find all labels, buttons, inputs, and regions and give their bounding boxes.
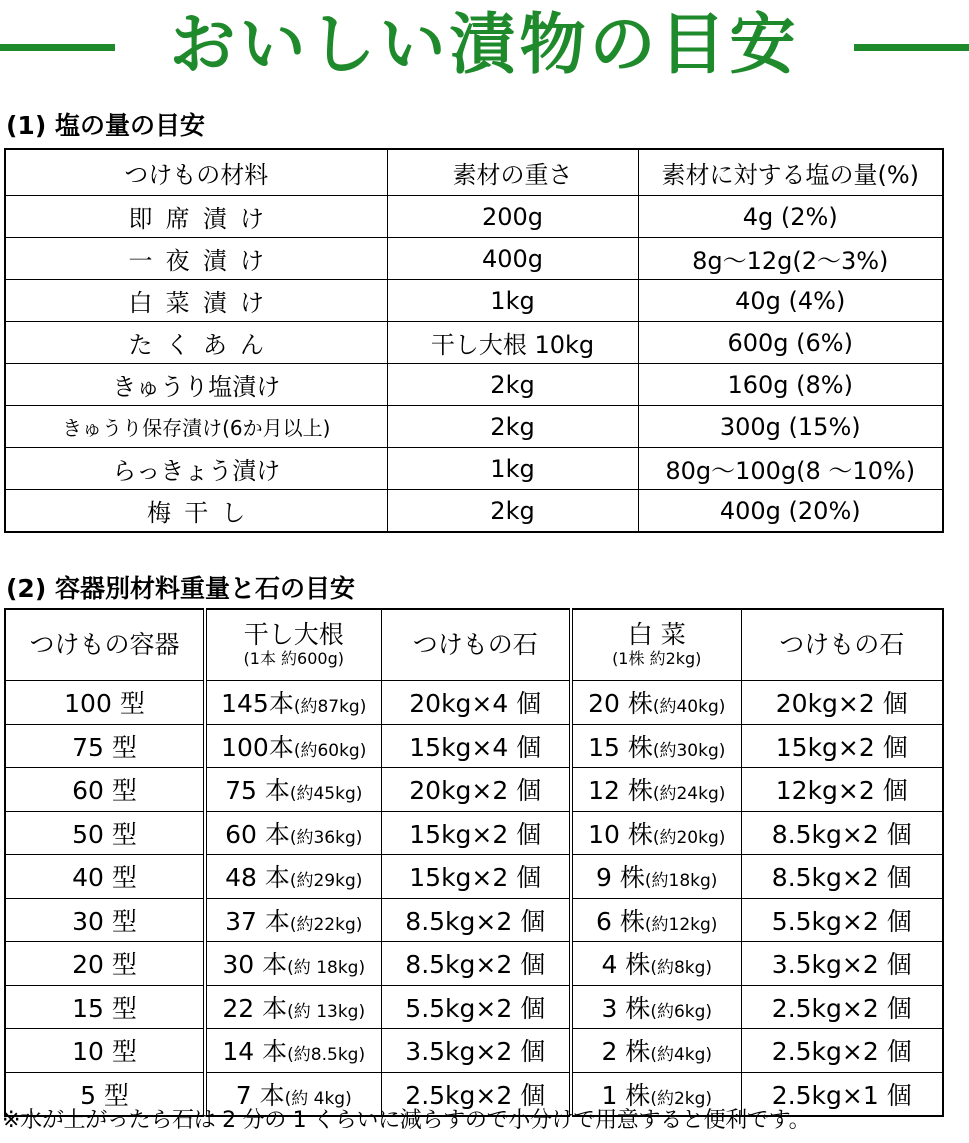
- table-row: [5, 322, 943, 364]
- cell-stone2: 5.5kg×2 個: [741, 898, 943, 942]
- hakusai-weight: (約24kg): [652, 784, 726, 805]
- hakusai-count: 10 株: [588, 819, 653, 849]
- hakusai-weight: (約20kg): [652, 827, 726, 848]
- daikon-count: 30 本: [222, 950, 288, 980]
- cell-weight: 200g: [387, 196, 638, 238]
- daikon-weight: (約87kg): [293, 697, 367, 718]
- cell-material: たくあん: [5, 322, 387, 364]
- daikon-weight: (約 4kg): [284, 1088, 352, 1109]
- cell-stone2: 8.5kg×2 個: [741, 855, 943, 899]
- hakusai-count: 20 株: [588, 689, 653, 719]
- cell-container: 10 型: [5, 1029, 205, 1073]
- cell-container: 20 型: [5, 942, 205, 986]
- daikon-count: 60 本: [225, 819, 290, 849]
- daikon-weight: (約36kg): [289, 827, 363, 848]
- cell-daikon: [205, 811, 381, 855]
- daikon-weight: (約 18kg): [287, 958, 366, 979]
- daikon-count: 75 本: [225, 776, 290, 806]
- cell-material: きゅうり保存漬け(6か月以上): [5, 406, 387, 448]
- cell-hakusai: [571, 1029, 741, 1073]
- table-row: [5, 448, 943, 490]
- cell-material: 一夜漬け: [5, 238, 387, 280]
- title-row: [0, 0, 969, 88]
- hakusai-count: 12 株: [588, 776, 653, 806]
- cell-daikon: [205, 1029, 381, 1073]
- hakusai-weight: (約12kg): [644, 914, 718, 935]
- salt-amount-table: [4, 148, 944, 533]
- daikon-count: 37 本: [225, 906, 290, 936]
- column-header-daikon: 干し大根 (1本 約600g): [205, 609, 381, 681]
- table-row: [5, 196, 943, 238]
- daikon-count: 14 本: [222, 1037, 288, 1067]
- cell-weight: 2kg: [387, 406, 638, 448]
- cell-daikon: [205, 898, 381, 942]
- hakusai-weight: (約30kg): [652, 740, 726, 761]
- cell-hakusai: [571, 811, 741, 855]
- section1-heading: (1) 塩の量の目安: [6, 111, 205, 140]
- cell-stone2: 12kg×2 個: [741, 768, 943, 812]
- cell-material: 梅干し: [5, 490, 387, 533]
- column-header-weight: 素材の重さ: [387, 149, 638, 196]
- daikon-weight: (約60kg): [293, 740, 367, 761]
- cell-material: 即席漬け: [5, 196, 387, 238]
- cell-material: 白菜漬け: [5, 280, 387, 322]
- cell-daikon: [205, 985, 381, 1029]
- cell-stone2: 2.5kg×2 個: [741, 985, 943, 1029]
- cell-weight: 2kg: [387, 490, 638, 533]
- column-header-material: つけもの材料: [5, 149, 387, 196]
- cell-daikon: [205, 768, 381, 812]
- cell-hakusai: [571, 898, 741, 942]
- table-row: [5, 280, 943, 322]
- cell-salt: 40g (4%): [638, 280, 943, 322]
- table-row: [5, 238, 943, 280]
- hakusai-count: 1 株: [601, 1080, 651, 1110]
- cell-container: 15 型: [5, 985, 205, 1029]
- cell-stone1: 15kg×2 個: [381, 811, 571, 855]
- hakusai-count: 15 株: [588, 732, 653, 762]
- table-row: [5, 681, 943, 725]
- hakusai-count: 3 株: [601, 993, 651, 1023]
- table-row: [5, 768, 943, 812]
- table-header-row: [5, 609, 943, 681]
- table-row: [5, 855, 943, 899]
- cell-container: 50 型: [5, 811, 205, 855]
- hakusai-count: 4 株: [601, 950, 651, 980]
- daikon-count: 22 本: [222, 993, 288, 1023]
- cell-weight: 干し大根 10kg: [387, 322, 638, 364]
- daikon-weight: (約29kg): [289, 871, 363, 892]
- cell-weight: 400g: [387, 238, 638, 280]
- cell-salt: 400g (20%): [638, 490, 943, 533]
- cell-daikon: [205, 724, 381, 768]
- cell-stone1: 3.5kg×2 個: [381, 1029, 571, 1073]
- cell-hakusai: [571, 855, 741, 899]
- cell-hakusai: [571, 681, 741, 725]
- cell-container: 40 型: [5, 855, 205, 899]
- daikon-count: 7 本: [235, 1080, 285, 1110]
- cell-stone2: 2.5kg×2 個: [741, 1029, 943, 1073]
- table-row: [5, 406, 943, 448]
- cell-hakusai: [571, 724, 741, 768]
- cell-material: きゅうり塩漬け: [5, 364, 387, 406]
- daikon-count: 48 本: [225, 863, 290, 893]
- column-header-stone2: つけもの石: [741, 609, 943, 681]
- cell-hakusai: [571, 985, 741, 1029]
- cell-hakusai: [571, 768, 741, 812]
- hakusai-weight: (約4kg): [650, 1045, 713, 1066]
- cell-container: 100 型: [5, 681, 205, 725]
- hakusai-count: 6 株: [596, 906, 645, 936]
- column-header-stone1: つけもの石: [381, 609, 571, 681]
- hakusai-count: 2 株: [601, 1037, 651, 1067]
- cell-hakusai: [571, 942, 741, 986]
- cell-stone2: 3.5kg×2 個: [741, 942, 943, 986]
- cell-container: 30 型: [5, 898, 205, 942]
- daikon-count: 145本: [221, 689, 294, 719]
- cell-stone1: 5.5kg×2 個: [381, 985, 571, 1029]
- column-header-hakusai: 白 菜 (1株 約2kg): [571, 609, 741, 681]
- cell-stone1: 15kg×2 個: [381, 855, 571, 899]
- title-bar-right: [854, 44, 969, 51]
- cell-material: らっきょう漬け: [5, 448, 387, 490]
- cell-stone2: 20kg×2 個: [741, 681, 943, 725]
- table-row: [5, 942, 943, 986]
- title-bar-left: [0, 44, 115, 51]
- cell-salt: 80g～100g(8 ～10%): [638, 448, 943, 490]
- container-weight-table: [4, 608, 944, 1117]
- cell-weight: 2kg: [387, 364, 638, 406]
- cell-stone1: 2.5kg×2 個: [381, 1072, 571, 1116]
- daikon-count: 100本: [221, 732, 294, 762]
- hakusai-weight: (約8kg): [650, 958, 713, 979]
- column-header-salt: 素材に対する塩の量(%): [638, 149, 943, 196]
- cell-salt: 4g (2%): [638, 196, 943, 238]
- cell-salt: 300g (15%): [638, 406, 943, 448]
- cell-container: 60 型: [5, 768, 205, 812]
- hakusai-count: 9 株: [596, 863, 645, 893]
- cell-container: 5 型: [5, 1072, 205, 1116]
- hakusai-weight: (約2kg): [650, 1088, 713, 1109]
- cell-daikon: [205, 855, 381, 899]
- table-row: [5, 985, 943, 1029]
- cell-salt: 160g (8%): [638, 364, 943, 406]
- cell-weight: 1kg: [387, 280, 638, 322]
- hakusai-weight: (約40kg): [652, 697, 726, 718]
- cell-salt: 600g (6%): [638, 322, 943, 364]
- table-row: [5, 364, 943, 406]
- hakusai-weight: (約18kg): [644, 871, 718, 892]
- cell-stone1: 20kg×2 個: [381, 768, 571, 812]
- cell-stone2: 2.5kg×1 個: [741, 1072, 943, 1116]
- cell-container: 75 型: [5, 724, 205, 768]
- cell-stone1: 8.5kg×2 個: [381, 942, 571, 986]
- table-row: [5, 724, 943, 768]
- cell-weight: 1kg: [387, 448, 638, 490]
- table-row: [5, 811, 943, 855]
- table-row: [5, 1029, 943, 1073]
- footnote: ※水が上がったら石は 2 分の 1 くらいに減らすので小分けで用意すると便利です。: [2, 1108, 811, 1133]
- cell-salt: 8g～12g(2～3%): [638, 238, 943, 280]
- page-title: おいしい漬物の目安: [169, 5, 800, 83]
- daikon-weight: (約8.5kg): [287, 1045, 366, 1066]
- daikon-weight: (約 13kg): [287, 1001, 366, 1022]
- cell-stone1: 8.5kg×2 個: [381, 898, 571, 942]
- table-row: [5, 490, 943, 533]
- column-header-container: つけもの容器: [5, 609, 205, 681]
- cell-daikon: [205, 681, 381, 725]
- table-row: [5, 898, 943, 942]
- table-header-row: [5, 149, 943, 196]
- cell-stone2: 15kg×2 個: [741, 724, 943, 768]
- cell-stone1: 20kg×4 個: [381, 681, 571, 725]
- daikon-weight: (約22kg): [289, 914, 363, 935]
- hakusai-weight: (約6kg): [650, 1001, 713, 1022]
- cell-stone2: 8.5kg×2 個: [741, 811, 943, 855]
- cell-stone1: 15kg×4 個: [381, 724, 571, 768]
- cell-daikon: [205, 942, 381, 986]
- daikon-weight: (約45kg): [289, 784, 363, 805]
- section2-heading: (2) 容器別材料重量と石の目安: [6, 574, 355, 603]
